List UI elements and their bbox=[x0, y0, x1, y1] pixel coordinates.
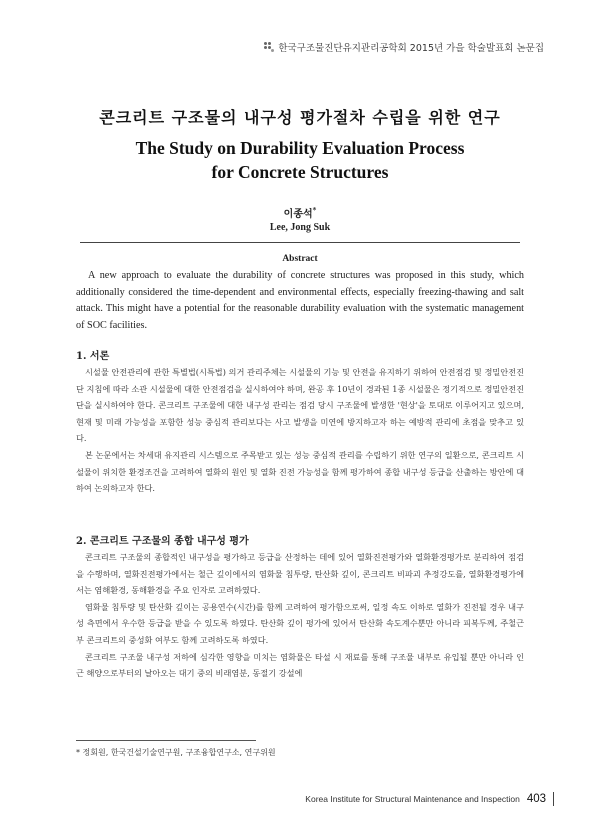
footer-institute: Korea Institute for Structural Maintenance and Inspection bbox=[305, 794, 520, 804]
paper-title-english bbox=[0, 136, 600, 184]
author-english: Lee, Jong Suk bbox=[269, 222, 331, 233]
section-2-body bbox=[76, 549, 524, 682]
section-1-paragraph-2: 본 논문에서는 차세대 유지관리 시스템으로 주목받고 있는 성능 중심적 관리를 수립하기 위한 연구의 일환으로, 콘크리트 시설물이 위치한 환경조건을 고려하여 열화의 원인 및 열화 진전 가능성을 함께 평가하여 종합 내구성 등급을 산출하는 방안에 대하여 논의하고자 한다. bbox=[76, 449, 524, 494]
title-en-line-1: The Study on Durability Evaluation Process bbox=[135, 138, 465, 158]
title-en-line-2: for Concrete Structures bbox=[211, 162, 389, 182]
author-footnote-marker: * bbox=[312, 205, 317, 215]
paper-title-korean: 콘크리트 구조물의 내구성 평가절차 수립을 위한 연구 bbox=[99, 108, 501, 127]
footer-separator bbox=[553, 792, 554, 806]
journal-name: 한국구조물진단유지관리공학회 2015년 가을 학술발표회 논문집 bbox=[278, 43, 544, 54]
society-logo-icon bbox=[264, 42, 274, 52]
footnote-text: 정회원, 한국건설기술연구원, 구조융합연구소, 연구위원 bbox=[82, 748, 276, 757]
section-1-paragraph-1: 시설물 안전관리에 관한 특별법(시특법) 의거 관리주체는 시설물의 기능 및 안전을 유지하기 위하여 안전점검 및 정밀안전진단 지침에 따라 소관 시설물에 대한 안전점검을 실시하여야 하며, 완공 후 10년이 경과된 1종 시설물은 정기적으로 정밀안전진단을 실시하여야 한다. 콘크리트 구조물에 대한 내구성 관리는 점검 당시 구조물에 발생한 '현상'을 토대로 이루어지고 있으며, 현재 및 미래 가능성을 포함한 성능 중심적 관리보다는 사고 발생을 미연에 방지하고자 하는 예방적 관리에 초점을 맞추고 있다. bbox=[76, 367, 524, 444]
footnote-marker: * bbox=[76, 748, 80, 757]
section-2-paragraph-3: 콘크리트 구조물 내구성 저하에 심각한 영향을 미치는 염화물은 타설 시 재료를 통해 구조물 내부로 유입될 뿐만 아니라 인근 해양으로부터의 날아오는 대기 중의 비래염분, 동절기 강설에 bbox=[76, 651, 524, 679]
section-1-heading: 1. 서론 bbox=[76, 351, 110, 362]
abstract-heading: Abstract bbox=[282, 254, 318, 264]
author-name-korean: 이종석 bbox=[283, 209, 313, 220]
section-2-heading: 2. 콘크리트 구조물의 종합 내구성 평가 bbox=[76, 536, 249, 547]
section-2-paragraph-2: 염화물 침투량 및 탄산화 깊이는 공용연수(시간)를 함께 고려하여 평가함으로써, 일정 속도 이하로 열화가 진전될 경우 내구성 측면에서 우수한 등급을 받을 수 있도록 하였다. 탄산화 깊이 평가에 있어서 탄산화 속도계수뿐만 아니라 피복두께, 주철근부 콘크리트의 중성화 여부도 함께 고려하도록 하였다. bbox=[76, 601, 524, 645]
title-divider bbox=[80, 242, 520, 243]
author-affiliation-footnote bbox=[76, 747, 276, 758]
section-1-body bbox=[76, 364, 524, 497]
footnote-divider bbox=[76, 740, 256, 741]
author-korean bbox=[0, 205, 600, 220]
running-header bbox=[264, 40, 544, 54]
section-2-paragraph-1: 콘크리트 구조물의 종합적인 내구성을 평가하고 등급을 산정하는 데에 있어 열화진전평가와 열화환경평가로 분리하여 점검을 수행하며, 열화진전평가에서는 철근 깊이에서의 염화물 침투량, 탄산화 깊이, 콘크리트 비파괴 추정강도를, 열화환경평가에서는 염해환경, 동해환경을 주요 인자로 고려하였다. bbox=[76, 552, 524, 596]
abstract-text: A new approach to evaluate the durability of concrete structures was proposed in this study, which additionally considered the time-dependent and environmental effects, especially freezing-thawing and salt attack. This might have a potential for the reasonable durability evaluation with the systematic management of SOC facilities. bbox=[76, 270, 524, 331]
page-footer bbox=[305, 792, 554, 806]
page-number: 403 bbox=[526, 793, 546, 805]
